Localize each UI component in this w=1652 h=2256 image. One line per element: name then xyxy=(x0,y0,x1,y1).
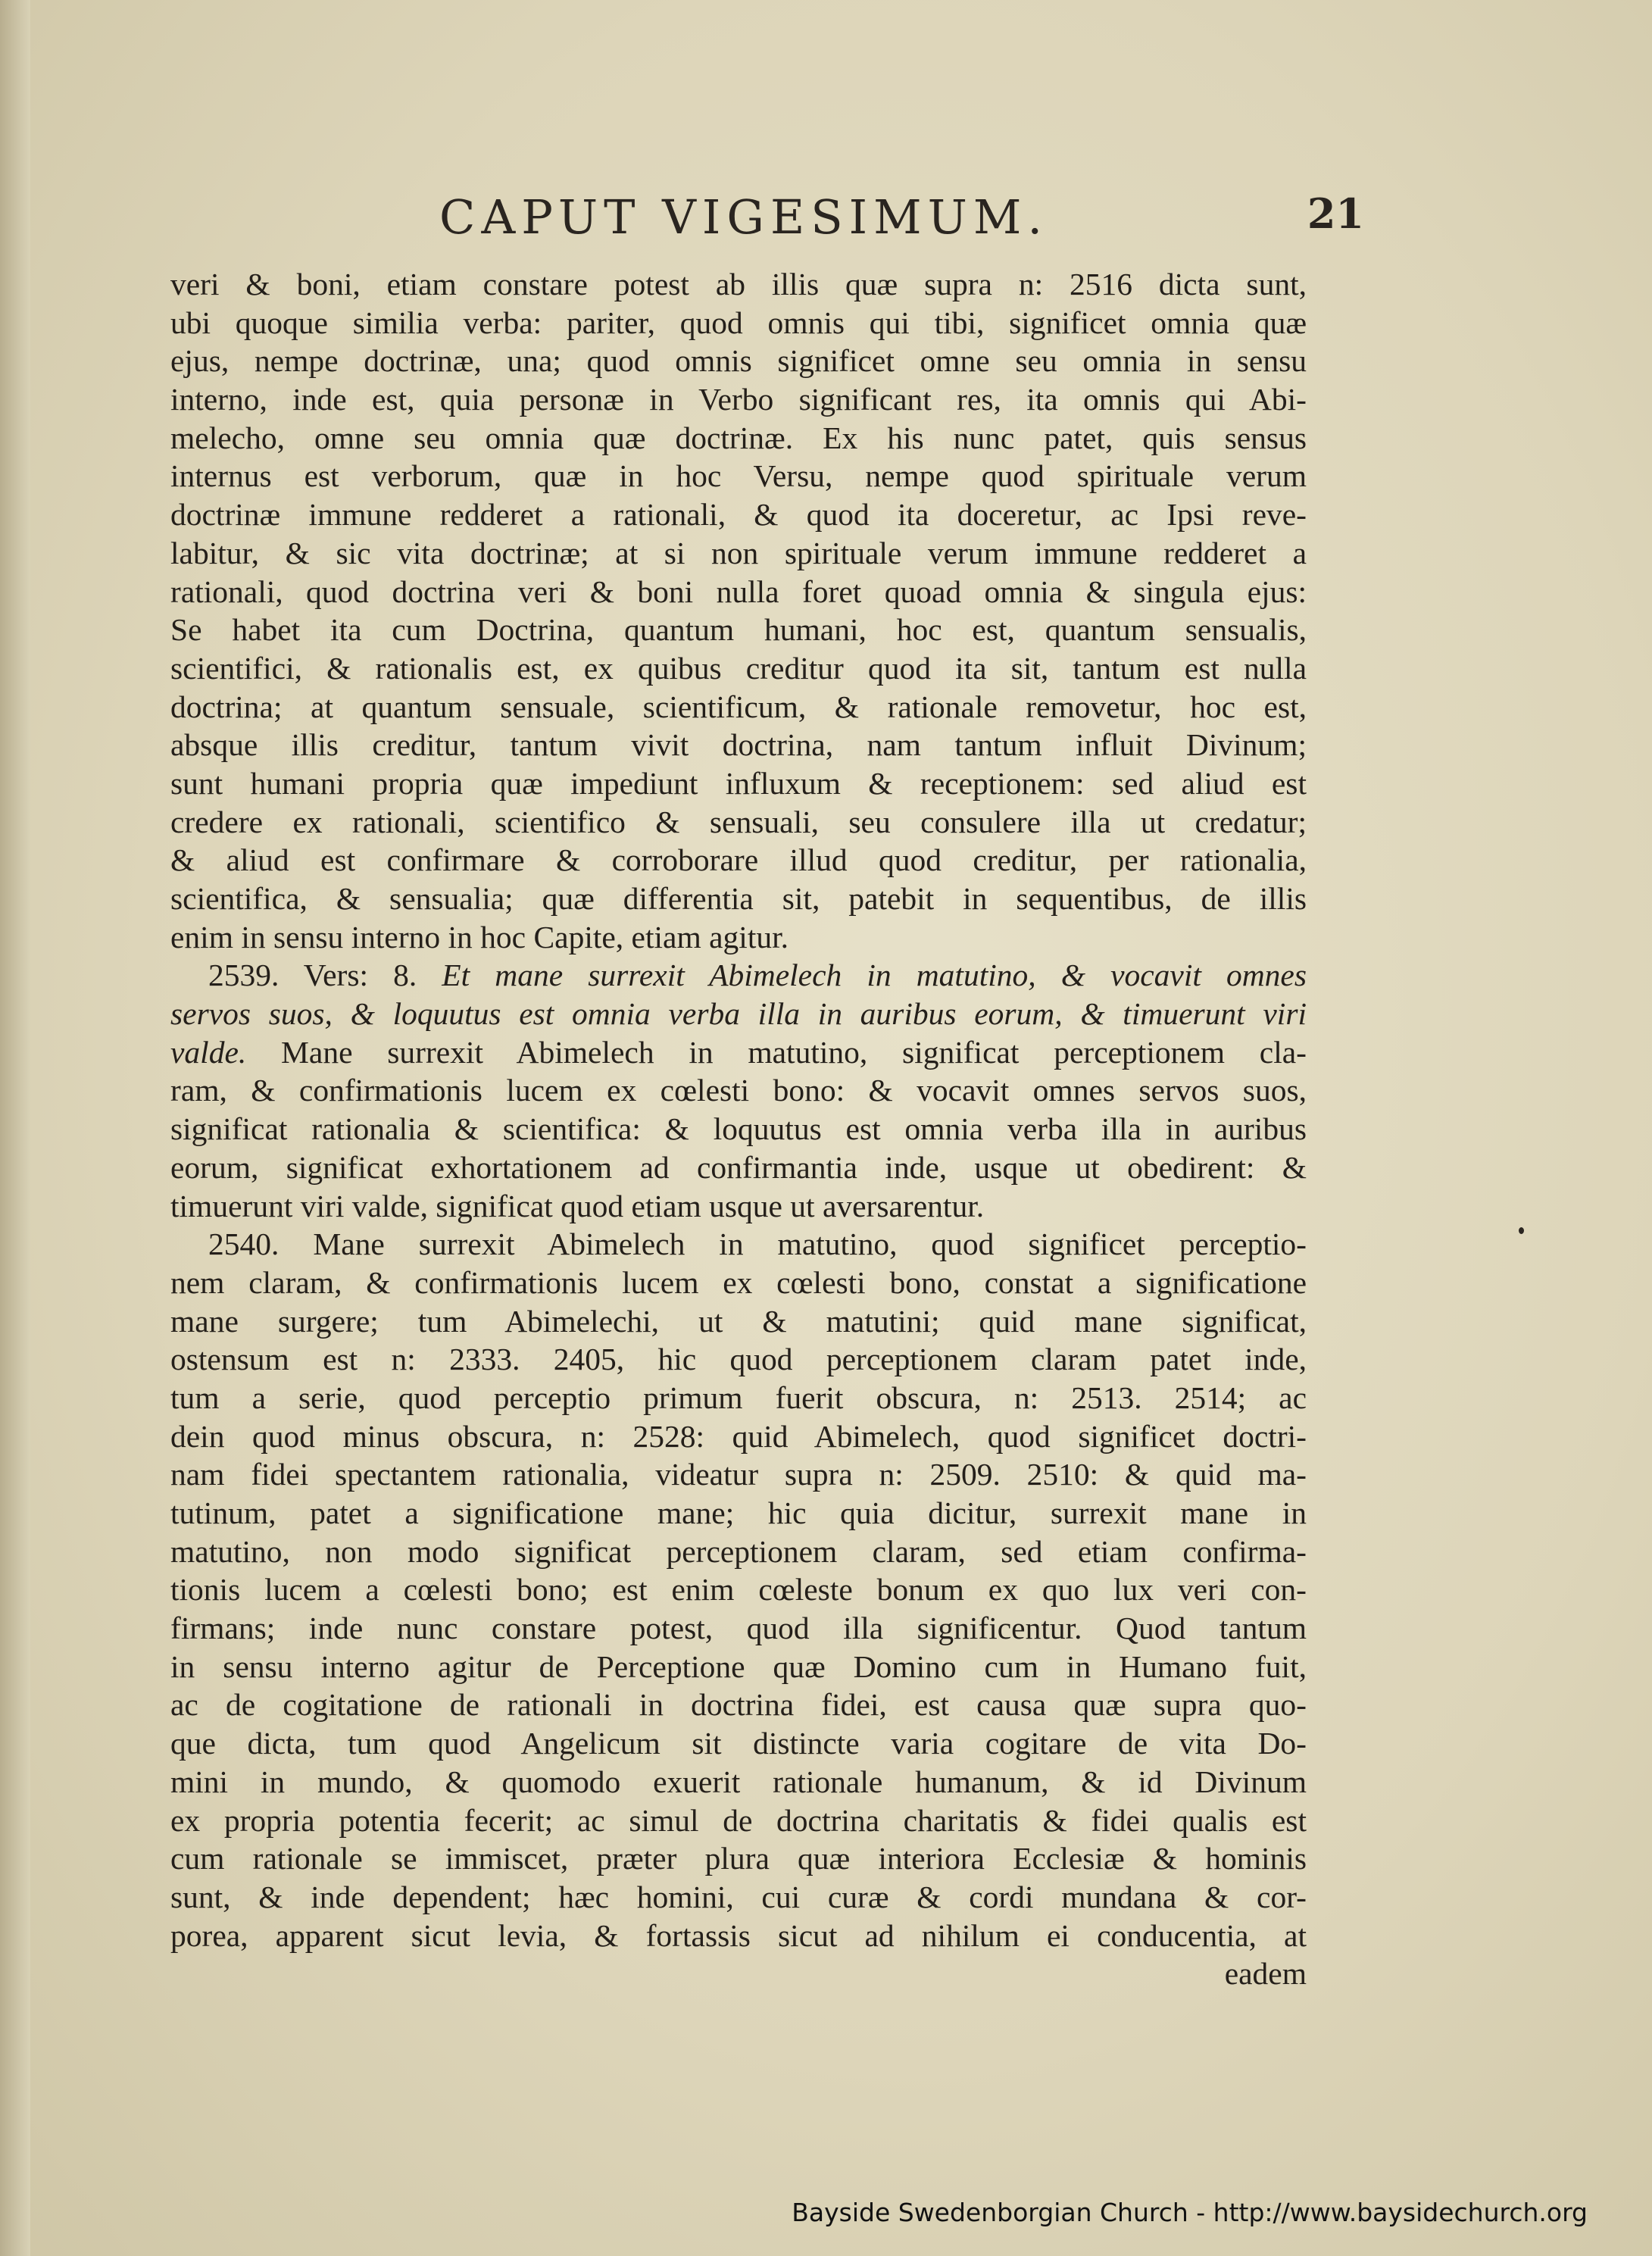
text-line: rationali, quod doctrina veri & boni nulla foret quoad omnia & singula ejus: xyxy=(170,573,1307,609)
verse-explanation: Mane surrexit Abimelech in matutino, significat perceptionem cla- xyxy=(281,1034,1307,1070)
text-line: 2540. Mane surrexit Abimelech in matutino, quod significet perceptio- xyxy=(208,1226,1307,1262)
text-line: matutino, non modo significat perceptionem claram, sed etiam confirma- xyxy=(170,1533,1307,1569)
ink-spot xyxy=(1519,1227,1524,1234)
text-line: scientifica, & sensualia; quæ differentia sit, patebit in sequentibus, de illis xyxy=(170,881,1307,916)
catchword: eadem xyxy=(1224,1956,1307,1992)
text-line: significat rationalia & scientifica: & loquutus est omnia verba illa in auribus xyxy=(170,1111,1307,1147)
running-head: CAPUT VIGESIMUM. xyxy=(439,189,1049,245)
text-line: internus est verborum, quæ in hoc Versu, nempe quod spirituale verum xyxy=(170,458,1307,494)
verse-2539-line xyxy=(170,1033,1307,1072)
text-line: firmans; inde nunc constare potest, quod illa significentur. Quod tantum xyxy=(170,1611,1307,1646)
body-text xyxy=(170,265,1307,1993)
verse-text-italic: Et mane surrexit Abimelech in matutino, & vocavit omnes xyxy=(442,958,1307,993)
text-line: nem claram, & confirmationis lucem ex cœlesti bono, constat a significatione xyxy=(170,1264,1307,1300)
text-line: mini in mundo, & quomodo exuerit rationale humanum, & id Divinum xyxy=(170,1764,1307,1799)
page-number: 21 xyxy=(1307,189,1364,238)
text-line: tutinum, patet a significatione mane; hic quia dicitur, surrexit mane in xyxy=(170,1495,1307,1530)
text-line: ubi quoque similia verba: pariter, quod omnis qui tibi, significet omnia quæ xyxy=(170,305,1307,340)
text-line: nam fidei spectantem rationalia, videatur supra n: 2509. 2510: & quid ma- xyxy=(170,1457,1307,1492)
text-line: in sensu interno agitur de Perceptione quæ Domino cum in Humano fuit, xyxy=(170,1648,1307,1684)
text-line: doctrinæ immune redderet a rationali, & quod ita doceretur, ac Ipsi reve- xyxy=(170,497,1307,533)
text-line: porea, apparent sicut levia, & fortassis sicut ad nihilum ei conducentia, at xyxy=(170,1917,1307,1953)
text-line: timuerunt viri valde, significat quod etiam usque ut aversarentur. xyxy=(170,1188,985,1223)
text-line: & aliud est confirmare & corroborare illud quod creditur, per rationalia, xyxy=(170,842,1307,878)
text-line: interno, inde est, quia personæ in Verbo significant res, ita omnis qui Abi- xyxy=(170,382,1307,417)
text-line: doctrina; at quantum sensuale, scientificum, & rationale removetur, hoc est, xyxy=(170,689,1307,724)
footer-credit: Bayside Swedenborgian Church - http://www.baysidechurch.org xyxy=(792,2198,1588,2227)
text-line: ac de cogitatione de rationali in doctrina fidei, est causa quæ supra quo- xyxy=(170,1687,1307,1723)
text-line: dein quod minus obscura, n: 2528: quid Abimelech, quod significet doctri- xyxy=(170,1418,1307,1454)
page-edge-shadow xyxy=(0,0,30,2256)
text-line: Se habet ita cum Doctrina, quantum humani, hoc est, quantum sensualis, xyxy=(170,612,1307,648)
verse-text-italic: servos suos, & loquutus est omnia verba illa in auribus eorum, & timuerunt viri xyxy=(170,996,1307,1032)
text-line: veri & boni, etiam constare potest ab illis quæ supra n: 2516 dicta sunt, xyxy=(170,267,1307,302)
text-line: ram, & confirmationis lucem ex cœlesti bono: & vocavit omnes servos suos, xyxy=(170,1073,1307,1108)
verse-number: 2539. Vers: 8. xyxy=(208,958,417,993)
text-line: enim in sensu interno in hoc Capite, etiam agitur. xyxy=(170,919,789,955)
text-line: ejus, nempe doctrinæ, una; quod omnis significet omne seu omnia in sensu xyxy=(170,343,1307,379)
text-line: melecho, omne seu omnia quæ doctrinæ. Ex his nunc patet, quis sensus xyxy=(170,420,1307,455)
text-line: sunt, & inde dependent; hæc homini, cui curæ & cordi mundana & cor- xyxy=(170,1879,1307,1914)
text-line: que dicta, tum quod Angelicum sit distincte varia cogitare de vita Do- xyxy=(170,1726,1307,1761)
text-line: tionis lucem a cœlesti bono; est enim cœleste bonum ex quo lux veri con- xyxy=(170,1572,1307,1608)
text-line: cum rationale se immiscet, præter plura quæ interiora Ecclesiæ & hominis xyxy=(170,1841,1307,1876)
text-line: mane surgere; tum Abimelechi, ut & matutini; quid mane significat, xyxy=(170,1303,1307,1339)
text-line: credere ex rationali, scientifico & sensuali, seu consulere illa ut credatur; xyxy=(170,804,1307,839)
text-line: tum a serie, quod perceptio primum fuerit obscura, n: 2513. 2514; ac xyxy=(170,1380,1307,1415)
verse-text-italic: valde. xyxy=(170,1034,247,1070)
text-line: eorum, significat exhortationem ad confirmantia inde, usque ut obedirent: & xyxy=(170,1149,1307,1185)
text-line: labitur, & sic vita doctrinæ; at si non spirituale verum immune redderet a xyxy=(170,535,1307,570)
text-line: sunt humani propria quæ impediunt influxum & receptionem: sed aliud est xyxy=(170,765,1307,801)
text-line: ex propria potentia fecerit; ac simul de doctrina charitatis & fidei qualis est xyxy=(170,1802,1307,1838)
verse-2539-line xyxy=(170,995,1307,1033)
text-line: absque illis creditur, tantum vivit doctrina, nam tantum influit Divinum; xyxy=(170,727,1307,763)
text-line: ostensum est n: 2333. 2405, hic quod perceptionem claram patet inde, xyxy=(170,1342,1307,1377)
verse-2539-line xyxy=(170,956,1307,995)
text-line: scientifici, & rationalis est, ex quibus creditur quod ita sit, tantum est nulla xyxy=(170,650,1307,686)
